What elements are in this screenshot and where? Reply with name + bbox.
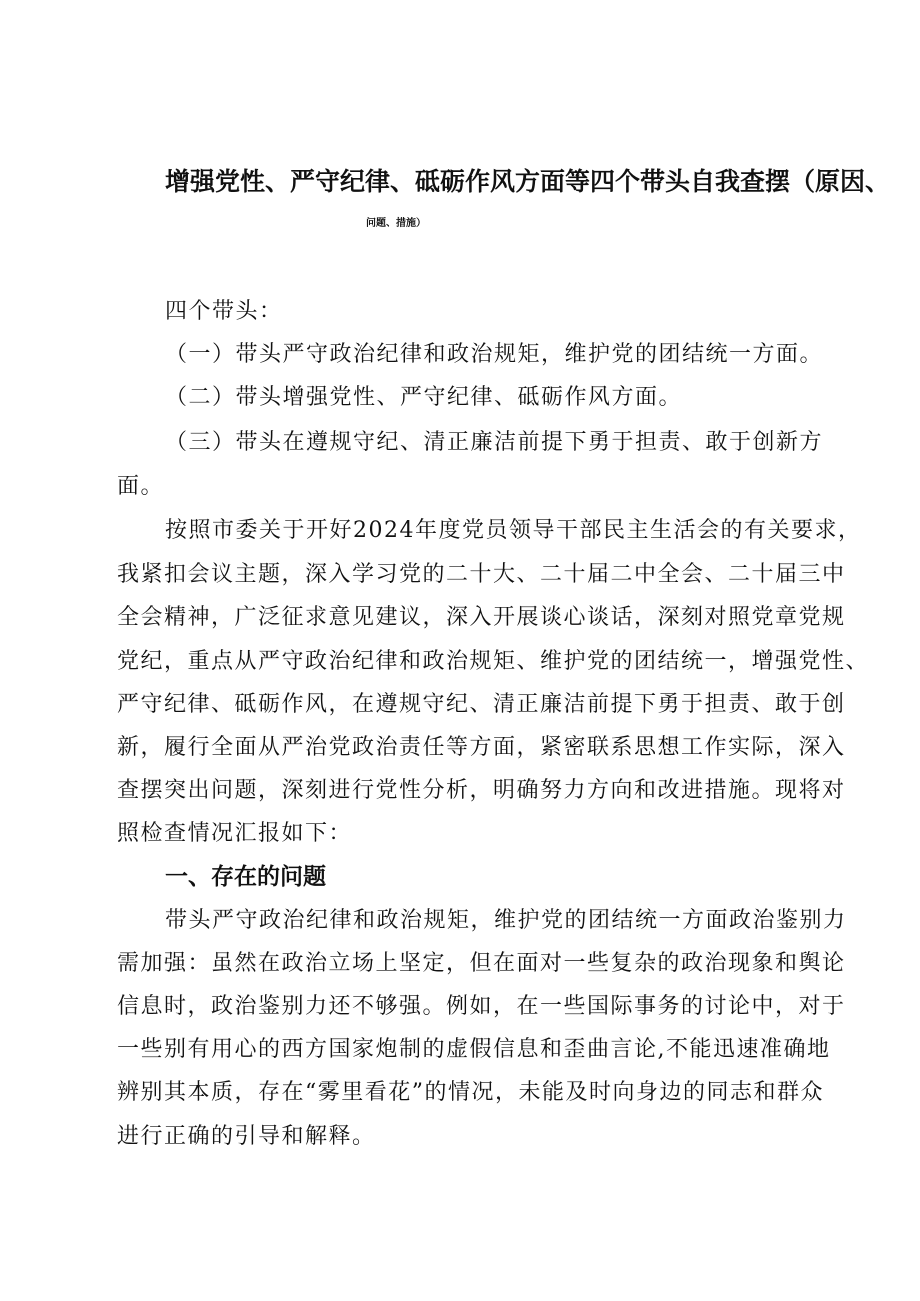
- document-title-line-2: 问题、措施）: [366, 218, 426, 229]
- item-three: （三）带头在遵规守纪、清正廉洁前提下勇于担责、敢于创新方: [165, 430, 824, 455]
- paragraph-line: 照检查情况汇报如下：: [117, 821, 353, 846]
- paragraph-line: 需加强：虽然在政治立场上坚定，但在面对一些复杂的政治现象和舆论: [117, 951, 846, 976]
- paragraph-line: 查摆突出问题，深刻进行党性分析，明确努力方向和改进措施。现将对: [117, 778, 846, 803]
- document-title-line-1: 增强党性、严守纪律、砥砺作风方面等四个带头自我查摆（原因、: [165, 167, 891, 196]
- section-heading: 一、存在的问题: [165, 864, 326, 890]
- paragraph-line: 新，履行全面从严治党政治责任等方面，紧密联系思想工作实际，深入: [117, 735, 846, 760]
- item-two: （二）带头增强党性、严守纪律、砥砺作风方面。: [165, 385, 683, 410]
- paragraph-line: 进行正确的引导和解释。: [117, 1124, 376, 1149]
- paragraph-line: 全会精神，广泛征求意见建议，深入开展谈心谈话，深刻对照党章党规: [117, 605, 846, 630]
- paragraph-line: 按照市委关于开好2024年度党员领导干部民主生活会的有关要求，: [165, 518, 862, 543]
- item-three-continued: 面。: [117, 474, 165, 499]
- paragraph-line: 带头严守政治纪律和政治规矩，维护党的团结统一方面政治鉴别力: [165, 908, 847, 933]
- paragraph-line: 严守纪律、砥砺作风，在遵规守纪、清正廉洁前提下勇于担责、敢于创: [117, 692, 846, 717]
- intro-label: 四个带头：: [165, 299, 283, 324]
- paragraph-line: 信息时，政治鉴别力还不够强。例如，在一些国际事务的讨论中，对于: [117, 994, 846, 1019]
- paragraph-line: 我紧扣会议主题，深入学习党的二十大、二十届二中全会、二十届三中: [117, 562, 846, 587]
- item-one: （一）带头严守政治纪律和政治规矩，维护党的团结统一方面。: [165, 342, 824, 367]
- paragraph-line: 党纪，重点从严守政治纪律和政治规矩、维护党的团结统一，增强党性、: [117, 649, 870, 674]
- paragraph-line: 辨别其本质，存在“雾里看花”的情况，未能及时向身边的同志和群众: [117, 1080, 824, 1105]
- paragraph-line: 一些别有用心的西方国家炮制的虚假信息和歪曲言论,不能迅速准确地: [117, 1037, 831, 1062]
